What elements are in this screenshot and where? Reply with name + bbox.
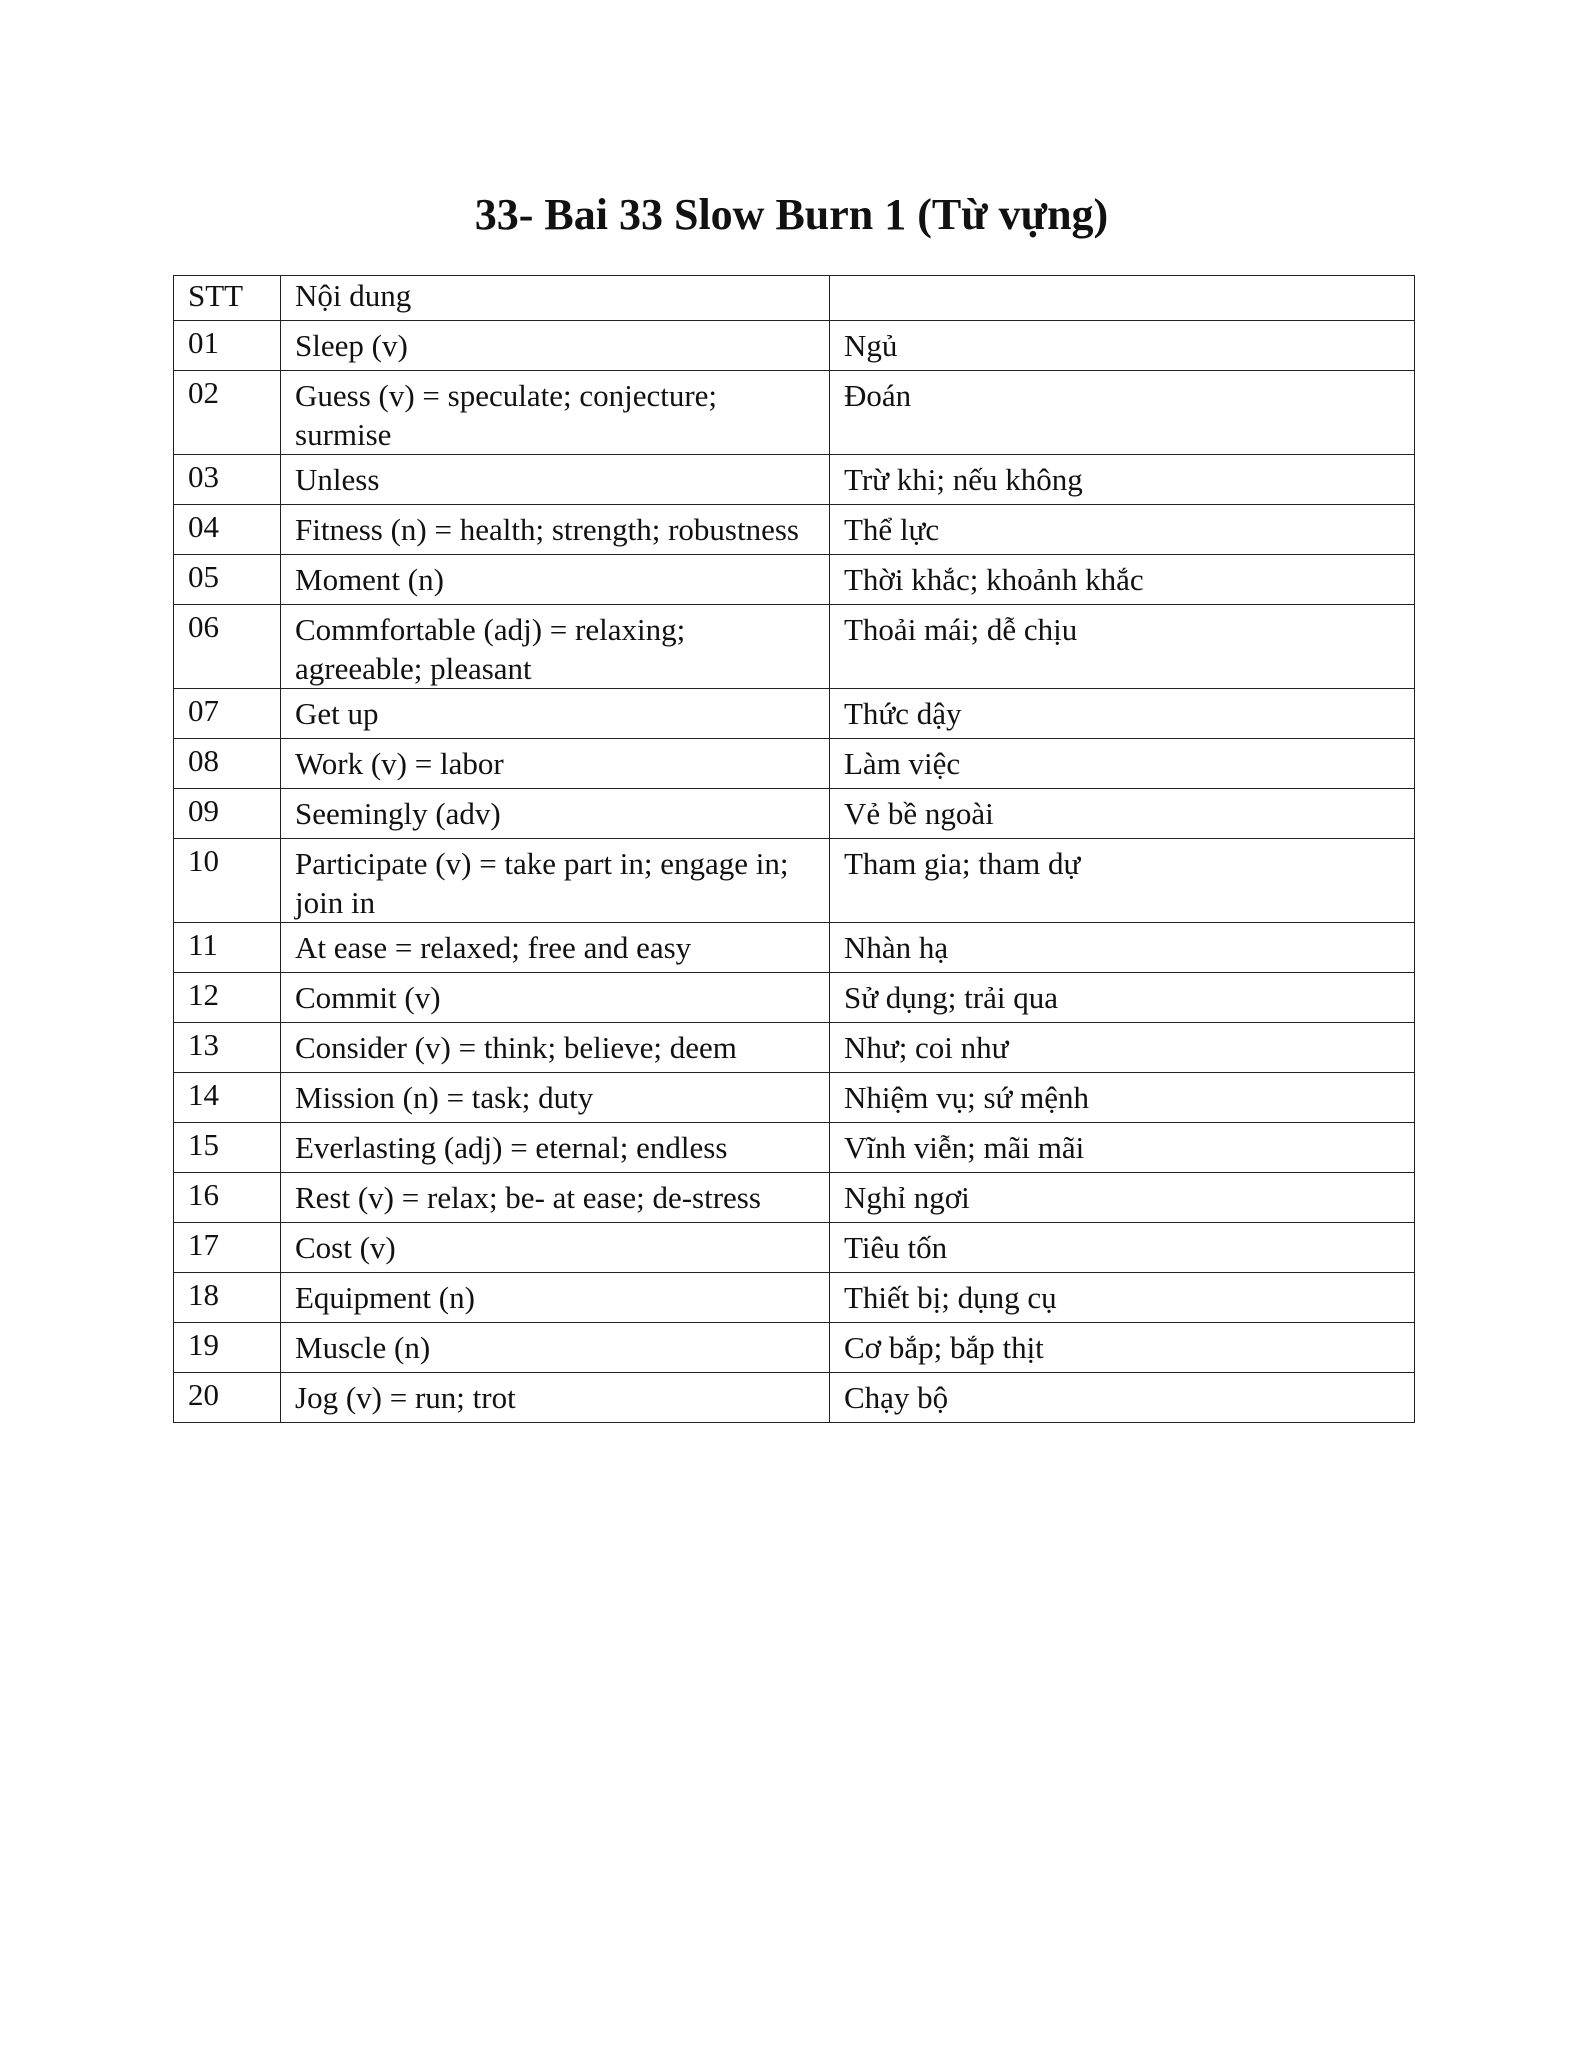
row-meaning: Vĩnh viễn; mãi mãi	[830, 1123, 1415, 1173]
row-meaning: Nhàn hạ	[830, 923, 1415, 973]
table-row	[174, 1173, 1415, 1223]
row-meaning: Đoán	[830, 371, 1415, 455]
row-meaning: Thể lực	[830, 505, 1415, 555]
page-title: 33- Bai 33 Slow Burn 1 (Từ vựng)	[474, 190, 1109, 239]
header-meaning	[830, 276, 1415, 321]
vocabulary-table	[173, 275, 1415, 1423]
row-number: 16	[174, 1173, 281, 1223]
row-meaning: Thiết bị; dụng cụ	[830, 1273, 1415, 1323]
table-row	[174, 1073, 1415, 1123]
row-term: Cost (v)	[281, 1223, 830, 1273]
row-number: 13	[174, 1023, 281, 1073]
row-number: 15	[174, 1123, 281, 1173]
row-meaning: Tham gia; tham dự	[830, 839, 1415, 923]
table-row	[174, 789, 1415, 839]
row-number: 19	[174, 1323, 281, 1373]
row-meaning: Sử dụng; trải qua	[830, 973, 1415, 1023]
header-number: STT	[174, 276, 281, 321]
row-number: 12	[174, 973, 281, 1023]
row-meaning: Làm việc	[830, 739, 1415, 789]
row-term: Participate (v) = take part in; engage in; join in	[281, 839, 830, 923]
row-number: 14	[174, 1073, 281, 1123]
table-row	[174, 605, 1415, 689]
table-row	[174, 1223, 1415, 1273]
row-number: 03	[174, 455, 281, 505]
table-row	[174, 555, 1415, 605]
row-term: Jog (v) = run; trot	[281, 1373, 830, 1423]
table-row	[174, 1373, 1415, 1423]
row-number: 01	[174, 321, 281, 371]
row-number: 06	[174, 605, 281, 689]
row-number: 18	[174, 1273, 281, 1323]
row-meaning: Vẻ bề ngoài	[830, 789, 1415, 839]
row-meaning: Chạy bộ	[830, 1373, 1415, 1423]
row-term: Consider (v) = think; believe; deem	[281, 1023, 830, 1073]
row-meaning: Nghỉ ngơi	[830, 1173, 1415, 1223]
row-term: Everlasting (adj) = eternal; endless	[281, 1123, 830, 1173]
table-row	[174, 1123, 1415, 1173]
row-number: 20	[174, 1373, 281, 1423]
table-row	[174, 923, 1415, 973]
row-term: Work (v) = labor	[281, 739, 830, 789]
row-term: Seemingly (adv)	[281, 789, 830, 839]
table-row	[174, 371, 1415, 455]
row-number: 09	[174, 789, 281, 839]
row-term: Mission (n) = task; duty	[281, 1073, 830, 1123]
row-number: 10	[174, 839, 281, 923]
row-term: At ease = relaxed; free and easy	[281, 923, 830, 973]
row-meaning: Cơ bắp; bắp thịt	[830, 1323, 1415, 1373]
table-row	[174, 321, 1415, 371]
row-number: 17	[174, 1223, 281, 1273]
table-row	[174, 1023, 1415, 1073]
row-meaning: Nhiệm vụ; sứ mệnh	[830, 1073, 1415, 1123]
row-term: Equipment (n)	[281, 1273, 830, 1323]
table-row	[174, 505, 1415, 555]
row-number: 08	[174, 739, 281, 789]
row-term: Muscle (n)	[281, 1323, 830, 1373]
row-number: 11	[174, 923, 281, 973]
table-row	[174, 689, 1415, 739]
row-term: Guess (v) = speculate; conjecture; surmise	[281, 371, 830, 455]
row-term: Commit (v)	[281, 973, 830, 1023]
row-meaning: Trừ khi; nếu không	[830, 455, 1415, 505]
row-term: Unless	[281, 455, 830, 505]
table-row	[174, 839, 1415, 923]
table-row	[174, 1273, 1415, 1323]
row-meaning: Như; coi như	[830, 1023, 1415, 1073]
row-number: 02	[174, 371, 281, 455]
row-number: 05	[174, 555, 281, 605]
row-meaning: Thức dậy	[830, 689, 1415, 739]
row-term: Sleep (v)	[281, 321, 830, 371]
row-number: 07	[174, 689, 281, 739]
table-header-row	[174, 276, 1415, 321]
row-meaning: Ngủ	[830, 321, 1415, 371]
row-term: Rest (v) = relax; be- at ease; de-stress	[281, 1173, 830, 1223]
table-row	[174, 739, 1415, 789]
table-row	[174, 973, 1415, 1023]
row-meaning: Thời khắc; khoảnh khắc	[830, 555, 1415, 605]
row-term: Commfortable (adj) = relaxing; agreeable; pleasant	[281, 605, 830, 689]
row-term: Get up	[281, 689, 830, 739]
row-meaning: Thoải mái; dễ chịu	[830, 605, 1415, 689]
table-row	[174, 455, 1415, 505]
row-term: Moment (n)	[281, 555, 830, 605]
table-row	[174, 1323, 1415, 1373]
row-number: 04	[174, 505, 281, 555]
row-meaning: Tiêu tốn	[830, 1223, 1415, 1273]
row-term: Fitness (n) = health; strength; robustness	[281, 505, 830, 555]
header-content: Nội dung	[281, 276, 830, 321]
